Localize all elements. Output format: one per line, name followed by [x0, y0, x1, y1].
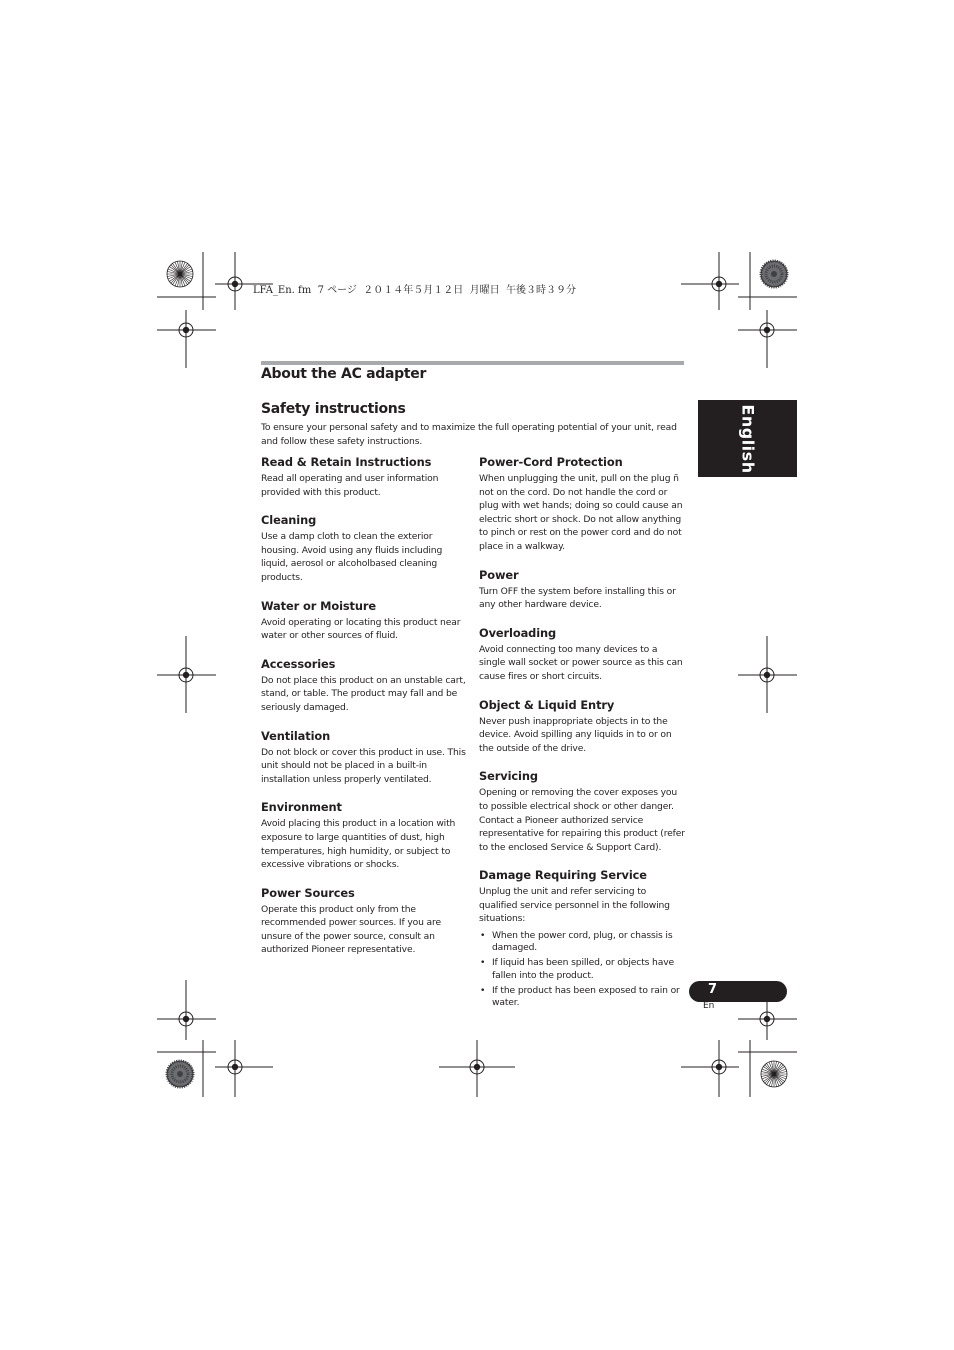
heading-about-ac-adapter: About the AC adapter [261, 366, 427, 382]
list-item: • If the product has been exposed to rain or water. [479, 985, 685, 1010]
section-title: Read & Retain Instructions [261, 455, 432, 469]
section-title: Water or Moisture [261, 598, 377, 613]
language-tab [698, 400, 797, 477]
page-language-code: En [703, 1001, 715, 1011]
left-column [261, 455, 467, 971]
list-item: • When the power cord, plug, or chassis is damaged. [479, 930, 685, 955]
section-body: Unplug the unit and refer servicing to qualified service personnel in the following situations: [479, 886, 670, 925]
section-power-sources [261, 886, 467, 957]
section-environment [261, 800, 467, 871]
page-number: 7 [708, 982, 718, 997]
section-title: Accessories [261, 656, 336, 671]
section-title: Damage Requiring Service [479, 868, 647, 883]
section-rule [261, 361, 684, 365]
section-title: Ventilation [261, 728, 331, 743]
page-number-badge [689, 981, 787, 1002]
section-ventilation [261, 729, 467, 787]
section-body: When unplugging the unit, pull on the plug ñ not on the cord. Do not handle the cord or plug with wet hands; doing so could cause an electric short or shock. Do not allow anything to pinch or rest on the power cord and do not place in a walkway. [479, 473, 683, 552]
heading-safety-instructions: Safety instructions [261, 401, 406, 417]
section-read-retain [261, 455, 467, 499]
section-title: Object & Liquid Entry [479, 697, 615, 712]
right-column [479, 455, 685, 1012]
section-body: Avoid connecting too many devices to a single wall socket or power source as this can cause fires or short circuits. [479, 643, 683, 682]
intro-paragraph: To ensure your personal safety and to maximize the full operating potential of your unit, read and follow these safety instructions. [261, 422, 677, 447]
section-body: Use a damp cloth to clean the exterior housing. Avoid using any fluids including liquid, aerosol or alcoholbased cleaning products. [261, 531, 443, 583]
section-body: Avoid placing this product in a location with exposure to large quantities of dust, high temperatures, high humidity, or subject to excessive vibrations or shocks. [261, 818, 456, 871]
section-body: Operate this product only from the recommended power sources. If you are unsure of the power source, consult an authorized Pioneer representative. [261, 903, 441, 956]
section-body: Do not place this product on an unstable cart, stand, or table. The product may fall and be seriously damaged. [261, 674, 466, 713]
print-header: LFA_En. fm 7 ページ ２０１４年５月１２日 月曜日 午後３時３９分 [253, 285, 576, 296]
section-power [479, 568, 685, 612]
section-power-cord-protection [479, 455, 685, 554]
section-body: Opening or removing the cover exposes you to possible electrical shock or other danger. Contact a Pioneer authorized service representative for repairing this product (refer to the enclosed Service & Support Card). [479, 787, 685, 853]
section-title: Environment [261, 800, 342, 815]
section-body: Do not block or cover this product in use. This unit should not be placed in a built-in installation unless properly ventilated. [261, 746, 466, 785]
section-body: Read all operating and user information provided with this product. [261, 473, 439, 498]
section-body: Never push inappropriate objects in to the device. Avoid spilling any liquids in to or on the outside of the drive. [479, 715, 672, 754]
section-servicing [479, 769, 685, 854]
section-accessories [261, 657, 467, 715]
section-water-moisture [261, 599, 467, 643]
language-tab-label: English [738, 403, 757, 474]
section-body: Avoid operating or locating this product near water or other sources of fluid. [261, 616, 461, 642]
section-title: Power-Cord Protection [479, 455, 623, 469]
section-title: Cleaning [261, 513, 317, 528]
section-damage-requiring-service [479, 868, 685, 1009]
list-item: • If liquid has been spilled, or objects have fallen into the product. [479, 957, 685, 982]
section-body: Turn OFF the system before installing this or any other hardware device. [479, 585, 676, 611]
section-object-liquid-entry [479, 698, 685, 756]
section-title: Power Sources [261, 885, 355, 900]
section-title: Power [479, 567, 519, 582]
section-cleaning [261, 513, 467, 584]
section-overloading [479, 626, 685, 684]
section-title: Servicing [479, 769, 538, 784]
damage-bullet-list [479, 930, 685, 1009]
section-title: Overloading [479, 625, 557, 640]
